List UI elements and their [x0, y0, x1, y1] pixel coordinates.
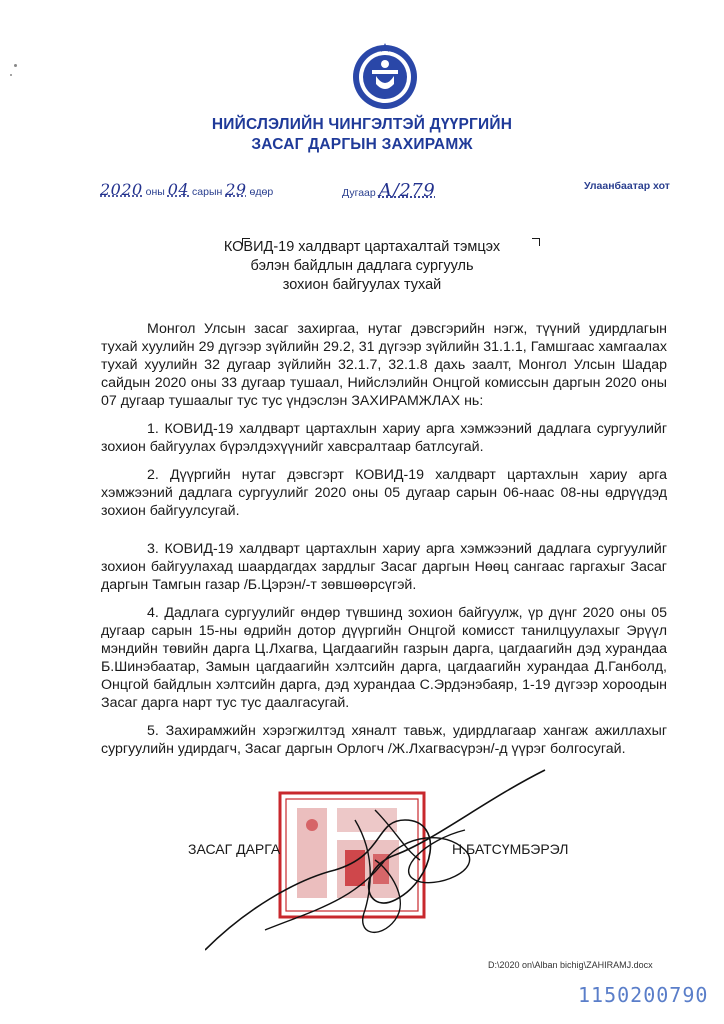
- date-month-suffix: сарын: [192, 186, 223, 198]
- date-year-suffix: оны: [145, 186, 165, 198]
- document-title: [0, 238, 724, 295]
- title-line1: КОВИД-19 халдварт цартахалтай тэмцэх: [223, 239, 501, 255]
- date-field: [100, 180, 273, 199]
- item-2-paragraph: 2. Дүүргийн нутаг дэвсгэрт КОВИД-19 халдварт цартахлын хариу арга хэмжээний дадлага сургуулийг 2020 оны 05 дугаар сарын 06-наас 08-ны өдрүүдэд зохион байгуулсугай.: [101, 467, 667, 519]
- city-label: Улаанбаатар хот: [584, 180, 670, 192]
- file-path: D:\2020 on\Alban bichig\ZAHIRAMJ.docx: [488, 960, 653, 970]
- scan-speck: [10, 74, 12, 76]
- scan-speck: [14, 64, 17, 67]
- item-3-paragraph: 3. КОВИД-19 халдварт цартахлын хариу арга хэмжээний дадлага сургуулийг зохион байгуулахад шаардагдах зардлыг Засаг даргын Нөөц сангаас гаргахыг Засаг даргын Тамгын газар /Б.Цэрэн/-т зөвшөөрсүгэй.: [101, 541, 667, 593]
- organization-name-line2: ЗАСАГ ДАРГЫН ЗАХИРАМЖ: [251, 136, 473, 153]
- handwritten-signature: [205, 760, 565, 960]
- document-number: А/279: [378, 180, 436, 201]
- title-line3: зохион байгуулах тухай: [282, 277, 442, 293]
- item-1-paragraph: 1. КОВИД-19 халдварт цартахлын хариу арга хэмжээний дадлага сургуулийг зохион байгуулах бүрэлдэхүүнийг хавсралтаар батлсугай.: [101, 421, 667, 455]
- date-day: 29: [225, 180, 247, 199]
- date-year: 2020: [100, 180, 143, 199]
- signatory-position: ЗАСАГ ДАРГА: [188, 841, 281, 857]
- barcode-number: 1150200790: [578, 983, 709, 1007]
- state-emblem-icon: [350, 40, 420, 112]
- organization-name-line1: НИЙСЛЭЛИЙН ЧИНГЭЛТЭЙ ДҮҮРГИЙН: [211, 116, 513, 133]
- title-line2: бэлэн байдлын дадлага сургууль: [250, 258, 474, 274]
- item-5-paragraph: 5. Захирамжийн хэрэгжилтэд хяналт тавьж, удирдлагаар хангаж ажиллахыг сургуулийн удирдагч, Засаг даргын Орлогч /Ж.Лхагвасүрэн/-д үүрэг болгосугай.: [101, 723, 667, 757]
- date-month: 04: [167, 180, 190, 199]
- intro-paragraph: Монгол Улсын засаг захиргаа, нутаг дэвсгэрийн нэгж, түүний удирдлагын тухай хуулийн 29 дүгээр зүйлийн 29.2, 31 дүгээр зүйлийн 31.1.1, Гамшгаас хамгаалах тухай хуулийн 32 дугаар зүйлийн 32.1.7, 32.1.8 дахь заалт, Монгол Улсын Шадар сайдын 2020 оны 33 дугаар тушаал, Нийслэлийн Онцгой комиссын даргын 2020 оны 07 дугаар тушаалыг тус тус үндэслэн ЗАХИРАМЖЛАХ нь:: [101, 321, 667, 409]
- date-day-suffix: өдөр: [249, 186, 274, 198]
- item-4-paragraph: 4. Дадлага сургуулийг өндөр түвшинд зохион байгуулж, үр дүнг 2020 оны 05 дугаар сарын 15-ны өдрийн дотор дүүргийн Онцгой комисст танилцуулахыг Эрүүл мэндийн төвийн дарга Ц.Лхагва, Цагдаагийн газрын дарга, цагдаагийн дэд хурандаа Б.Шинэбаатар, Замын цагдаагийн хэлтсийн дарга, цагдаагийн хурандаа Д.Ганболд, Онцгой байдлын хэлтсийн дарга, дэд хурандаа С.Эрдэнэбаяр, 1-19 дүгээр хороодын Засаг дарга нарт тус тус даалгасугай.: [101, 605, 667, 711]
- signatory-name: Н.БАТСҮМБЭРЭЛ: [452, 841, 569, 857]
- document-number-field: [342, 180, 435, 201]
- document-number-label: Дугаар: [342, 187, 376, 199]
